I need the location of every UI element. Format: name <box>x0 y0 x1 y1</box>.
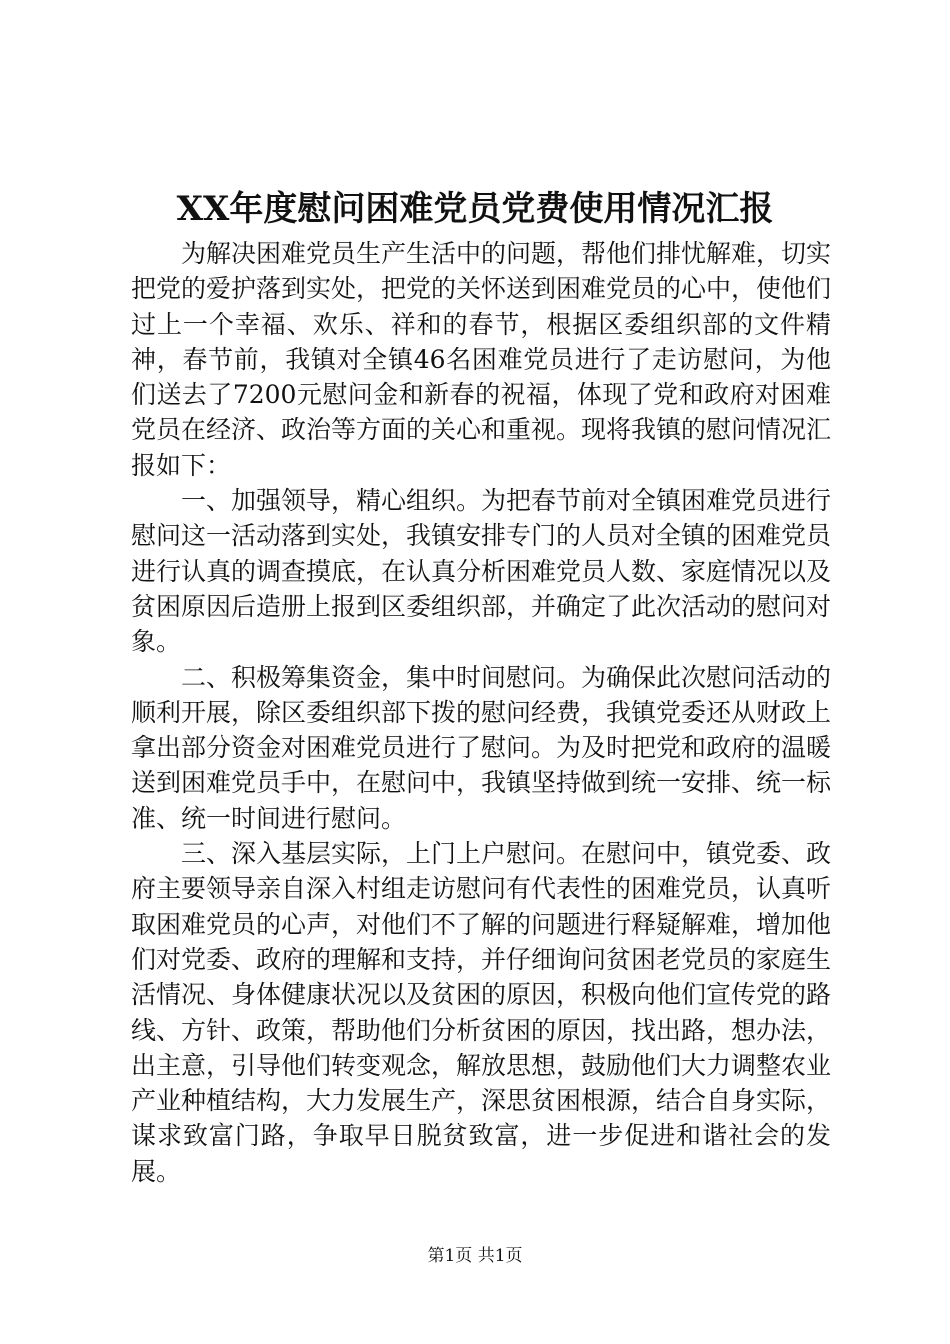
page-footer: 第1页 共1页 <box>427 1246 523 1266</box>
document-body <box>131 236 831 1189</box>
paragraph-section-2: 二、积极筹集资金，集中时间慰问。为确保此次慰问活动的顺利开展，除区委组织部下拨的慰问经费，我镇党委还从财政上拿出部分资金对困难党员进行了慰问。为及时把党和政府的温暖送到困难党员手中，在慰问中，我镇坚持做到统一安排、统一标准、统一时间进行慰问。 <box>131 662 832 833</box>
paragraph-intro: 为解决困难党员生产生活中的问题，帮他们排忧解难，切实把党的爱护落到实处，把党的关怀送到困难党员的心中，使他们过上一个幸福、欢乐、祥和的春节，根据区委组织部的文件精神，春节前，我镇对全镇46名困难党员进行了走访慰问，为他们送去了7200元慰问金和新春的祝福，体现了党和政府对困难党员在经济、政治等方面的关心和重视。现将我镇的慰问情况汇报如下： <box>131 239 832 480</box>
paragraph-section-3: 三、深入基层实际，上门上户慰问。在慰问中，镇党委、政府主要领导亲自深入村组走访慰问有代表性的困难党员，认真听取困难党员的心声，对他们不了解的问题进行释疑解难，增加他们对党委、政府的理解和支持，并仔细询问贫困老党员的家庭生活情况、身体健康状况以及贫困的原因，积极向他们宣传党的路线、方针、政策，帮助他们分析贫困的原因，找出路，想办法，出主意，引导他们转变观念，解放思想，鼓励他们大力调整农业产业种植结构，大力发展生产，深思贫困根源，结合自身实际，谋求致富门路，争取早日脱贫致富，进一步促进和谐社会的发展。 <box>131 839 832 1186</box>
document-title: XX年度慰问困难党员党费使用情况汇报 <box>176 189 774 229</box>
paragraph-section-1: 一、加强领导，精心组织。为把春节前对全镇困难党员进行慰问这一活动落到实处，我镇安排专门的人员对全镇的困难党员进行认真的调查摸底，在认真分析困难党员人数、家庭情况以及贫困原因后造册上报到区委组织部，并确定了此次活动的慰问对象。 <box>131 486 832 657</box>
